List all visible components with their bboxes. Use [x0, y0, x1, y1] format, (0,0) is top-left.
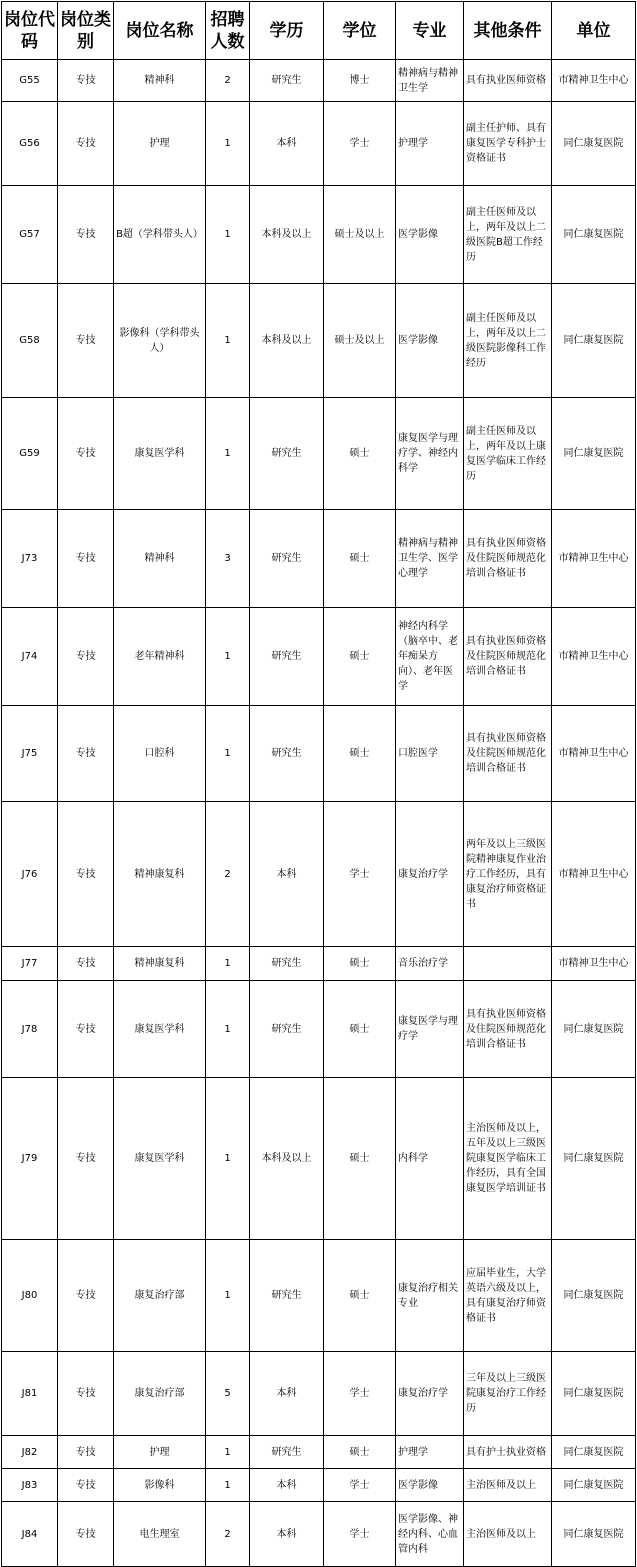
cell-education: 本科: [250, 1502, 324, 1567]
cell-count: 1: [206, 186, 250, 284]
cell-degree: 学士: [324, 802, 396, 947]
cell-education: 本科及以上: [250, 1078, 324, 1240]
cell-name: 精神康复科: [114, 947, 206, 981]
cell-degree: 硕士: [324, 510, 396, 608]
cell-unit: 市精神卫生中心: [552, 706, 636, 802]
cell-unit: 同仁康复医院: [552, 1502, 636, 1567]
table-row: [2, 398, 636, 510]
cell-count: 5: [206, 1352, 250, 1436]
cell-degree: 硕士: [324, 1078, 396, 1240]
cell-code: G55: [2, 60, 58, 102]
table-row: [2, 102, 636, 186]
cell-degree: 硕士: [324, 398, 396, 510]
header-other: 其他条件: [464, 2, 552, 60]
cell-name: 康复医学科: [114, 398, 206, 510]
cell-degree: 硕士: [324, 608, 396, 706]
table-row: [2, 608, 636, 706]
cell-education: 研究生: [250, 981, 324, 1078]
cell-name: 影像科（学科带头人）: [114, 284, 206, 398]
cell-name: 康复治疗部: [114, 1352, 206, 1436]
cell-other: [464, 947, 552, 981]
cell-other: 副主任医师及以上，两年及以上二级医院B超工作经历: [464, 186, 552, 284]
cell-other: 具有执业医师资格及住院医师规范化培训合格证书: [464, 510, 552, 608]
cell-category: 专技: [58, 284, 114, 398]
cell-degree: 学士: [324, 102, 396, 186]
header-row: [2, 2, 636, 60]
cell-count: 2: [206, 802, 250, 947]
cell-unit: 同仁康复医院: [552, 1436, 636, 1469]
cell-other: 具有护士执业资格: [464, 1436, 552, 1469]
cell-name: 精神科: [114, 510, 206, 608]
cell-count: 1: [206, 398, 250, 510]
cell-major: 医学影像: [396, 186, 464, 284]
cell-unit: 同仁康复医院: [552, 981, 636, 1078]
cell-major: 医学影像: [396, 1469, 464, 1502]
cell-count: 1: [206, 102, 250, 186]
cell-category: 专技: [58, 706, 114, 802]
cell-code: G59: [2, 398, 58, 510]
cell-other: 副主任护师、具有康复医学专科护士资格证书: [464, 102, 552, 186]
cell-major: 口腔医学: [396, 706, 464, 802]
header-education: 学历: [250, 2, 324, 60]
cell-code: J77: [2, 947, 58, 981]
cell-category: 专技: [58, 60, 114, 102]
cell-other: 三年及以上三级医院康复治疗工作经历: [464, 1352, 552, 1436]
cell-unit: 市精神卫生中心: [552, 802, 636, 947]
cell-code: G58: [2, 284, 58, 398]
cell-count: 1: [206, 608, 250, 706]
cell-education: 本科: [250, 1352, 324, 1436]
table-row: [2, 1502, 636, 1567]
cell-name: 康复医学科: [114, 981, 206, 1078]
cell-education: 研究生: [250, 60, 324, 102]
table-row: [2, 1240, 636, 1352]
cell-major: 康复治疗相关专业: [396, 1240, 464, 1352]
cell-unit: 市精神卫生中心: [552, 608, 636, 706]
cell-category: 专技: [58, 1240, 114, 1352]
cell-name: 精神科: [114, 60, 206, 102]
cell-degree: 硕士及以上: [324, 284, 396, 398]
cell-major: 内科学: [396, 1078, 464, 1240]
cell-education: 本科: [250, 102, 324, 186]
table-row: [2, 802, 636, 947]
cell-category: 专技: [58, 1502, 114, 1567]
cell-degree: 学士: [324, 1469, 396, 1502]
cell-education: 研究生: [250, 1240, 324, 1352]
cell-count: 2: [206, 1502, 250, 1567]
cell-unit: 同仁康复医院: [552, 186, 636, 284]
cell-code: J79: [2, 1078, 58, 1240]
cell-count: 1: [206, 1436, 250, 1469]
cell-degree: 学士: [324, 1352, 396, 1436]
cell-category: 专技: [58, 1469, 114, 1502]
cell-education: 研究生: [250, 510, 324, 608]
cell-name: 老年精神科: [114, 608, 206, 706]
cell-name: B超（学科带头人）: [114, 186, 206, 284]
cell-degree: 硕士: [324, 706, 396, 802]
cell-name: 康复治疗部: [114, 1240, 206, 1352]
cell-other: 应届毕业生，大学英语六级及以上，具有康复治疗师资格证书: [464, 1240, 552, 1352]
cell-code: J73: [2, 510, 58, 608]
cell-major: 精神病与精神卫生学: [396, 60, 464, 102]
cell-degree: 硕士: [324, 981, 396, 1078]
cell-unit: 同仁康复医院: [552, 1352, 636, 1436]
header-major: 专业: [396, 2, 464, 60]
cell-other: 副主任医师及以上，两年及以上康复医学临床工作经历: [464, 398, 552, 510]
header-category: 岗位类别: [58, 2, 114, 60]
cell-education: 研究生: [250, 1436, 324, 1469]
header-name: 岗位名称: [114, 2, 206, 60]
cell-other: 主治医师及以上，五年及以上三级医院康复医学临床工作经历，具有全国康复医学培训证书: [464, 1078, 552, 1240]
header-count: 招聘人数: [206, 2, 250, 60]
cell-code: J80: [2, 1240, 58, 1352]
header-unit: 单位: [552, 2, 636, 60]
cell-count: 1: [206, 947, 250, 981]
cell-degree: 硕士: [324, 1436, 396, 1469]
table-row: [2, 947, 636, 981]
cell-unit: 同仁康复医院: [552, 398, 636, 510]
table-row: [2, 186, 636, 284]
cell-count: 1: [206, 706, 250, 802]
cell-count: 3: [206, 510, 250, 608]
cell-degree: 学士: [324, 1502, 396, 1567]
cell-category: 专技: [58, 802, 114, 947]
table-row: [2, 1352, 636, 1436]
cell-category: 专技: [58, 1352, 114, 1436]
cell-category: 专技: [58, 398, 114, 510]
cell-major: 康复医学与理疗学: [396, 981, 464, 1078]
cell-category: 专技: [58, 510, 114, 608]
cell-code: J74: [2, 608, 58, 706]
cell-major: 音乐治疗学: [396, 947, 464, 981]
cell-count: 1: [206, 284, 250, 398]
cell-education: 本科: [250, 1469, 324, 1502]
table-row: [2, 706, 636, 802]
table-row: [2, 1436, 636, 1469]
cell-education: 研究生: [250, 947, 324, 981]
cell-education: 本科及以上: [250, 284, 324, 398]
cell-count: 1: [206, 1078, 250, 1240]
cell-other: 具有执业医师资格及住院医师规范化培训合格证书: [464, 608, 552, 706]
cell-category: 专技: [58, 947, 114, 981]
cell-degree: 硕士及以上: [324, 186, 396, 284]
cell-unit: 同仁康复医院: [552, 102, 636, 186]
cell-category: 专技: [58, 608, 114, 706]
cell-other: 主治医师及以上: [464, 1502, 552, 1567]
cell-name: 康复医学科: [114, 1078, 206, 1240]
cell-unit: 同仁康复医院: [552, 284, 636, 398]
cell-name: 口腔科: [114, 706, 206, 802]
cell-category: 专技: [58, 981, 114, 1078]
cell-major: 康复治疗学: [396, 1352, 464, 1436]
table-row: [2, 60, 636, 102]
header-code: 岗位代码: [2, 2, 58, 60]
header-degree: 学位: [324, 2, 396, 60]
cell-major: 医学影像: [396, 284, 464, 398]
cell-code: J78: [2, 981, 58, 1078]
cell-other: 具有执业医师资格: [464, 60, 552, 102]
cell-major: 康复治疗学: [396, 802, 464, 947]
table-body: [2, 60, 636, 1567]
cell-major: 护理学: [396, 1436, 464, 1469]
cell-category: 专技: [58, 186, 114, 284]
cell-major: 医学影像、神经内科、心血管内科: [396, 1502, 464, 1567]
cell-education: 本科及以上: [250, 186, 324, 284]
cell-education: 研究生: [250, 398, 324, 510]
table-row: [2, 284, 636, 398]
cell-unit: 市精神卫生中心: [552, 510, 636, 608]
cell-other: 具有执业医师资格及住院医师规范化培训合格证书: [464, 706, 552, 802]
cell-name: 护理: [114, 1436, 206, 1469]
cell-degree: 博士: [324, 60, 396, 102]
cell-unit: 同仁康复医院: [552, 1469, 636, 1502]
cell-major: 护理学: [396, 102, 464, 186]
cell-code: J81: [2, 1352, 58, 1436]
cell-other: 副主任医师及以上，两年及以上二级医院影像科工作经历: [464, 284, 552, 398]
cell-education: 研究生: [250, 706, 324, 802]
cell-name: 影像科: [114, 1469, 206, 1502]
cell-unit: 市精神卫生中心: [552, 947, 636, 981]
cell-code: J83: [2, 1469, 58, 1502]
cell-education: 本科: [250, 802, 324, 947]
cell-category: 专技: [58, 102, 114, 186]
cell-count: 1: [206, 1240, 250, 1352]
recruitment-table: [1, 1, 636, 1567]
cell-code: J76: [2, 802, 58, 947]
cell-category: 专技: [58, 1078, 114, 1240]
cell-education: 研究生: [250, 608, 324, 706]
cell-major: 精神病与精神卫生学、医学心理学: [396, 510, 464, 608]
cell-other: 具有执业医师资格及住院医师规范化培训合格证书: [464, 981, 552, 1078]
cell-major: 神经内科学（脑卒中、老年痴呆方向）、老年医学: [396, 608, 464, 706]
cell-unit: 同仁康复医院: [552, 1078, 636, 1240]
table-row: [2, 510, 636, 608]
cell-unit: 同仁康复医院: [552, 1240, 636, 1352]
cell-code: J84: [2, 1502, 58, 1567]
cell-count: 1: [206, 981, 250, 1078]
cell-other: 主治医师及以上: [464, 1469, 552, 1502]
cell-name: 电生理室: [114, 1502, 206, 1567]
table-row: [2, 1078, 636, 1240]
cell-name: 精神康复科: [114, 802, 206, 947]
cell-name: 护理: [114, 102, 206, 186]
cell-degree: 硕士: [324, 947, 396, 981]
cell-other: 两年及以上三级医院精神康复作业治疗工作经历，具有康复治疗师资格证书: [464, 802, 552, 947]
cell-code: J75: [2, 706, 58, 802]
cell-code: G56: [2, 102, 58, 186]
cell-unit: 市精神卫生中心: [552, 60, 636, 102]
cell-count: 1: [206, 1469, 250, 1502]
cell-major: 康复医学与理疗学、神经内科学: [396, 398, 464, 510]
table-row: [2, 1469, 636, 1502]
cell-degree: 硕士: [324, 1240, 396, 1352]
table-row: [2, 981, 636, 1078]
cell-code: J82: [2, 1436, 58, 1469]
cell-category: 专技: [58, 1436, 114, 1469]
cell-count: 2: [206, 60, 250, 102]
cell-code: G57: [2, 186, 58, 284]
